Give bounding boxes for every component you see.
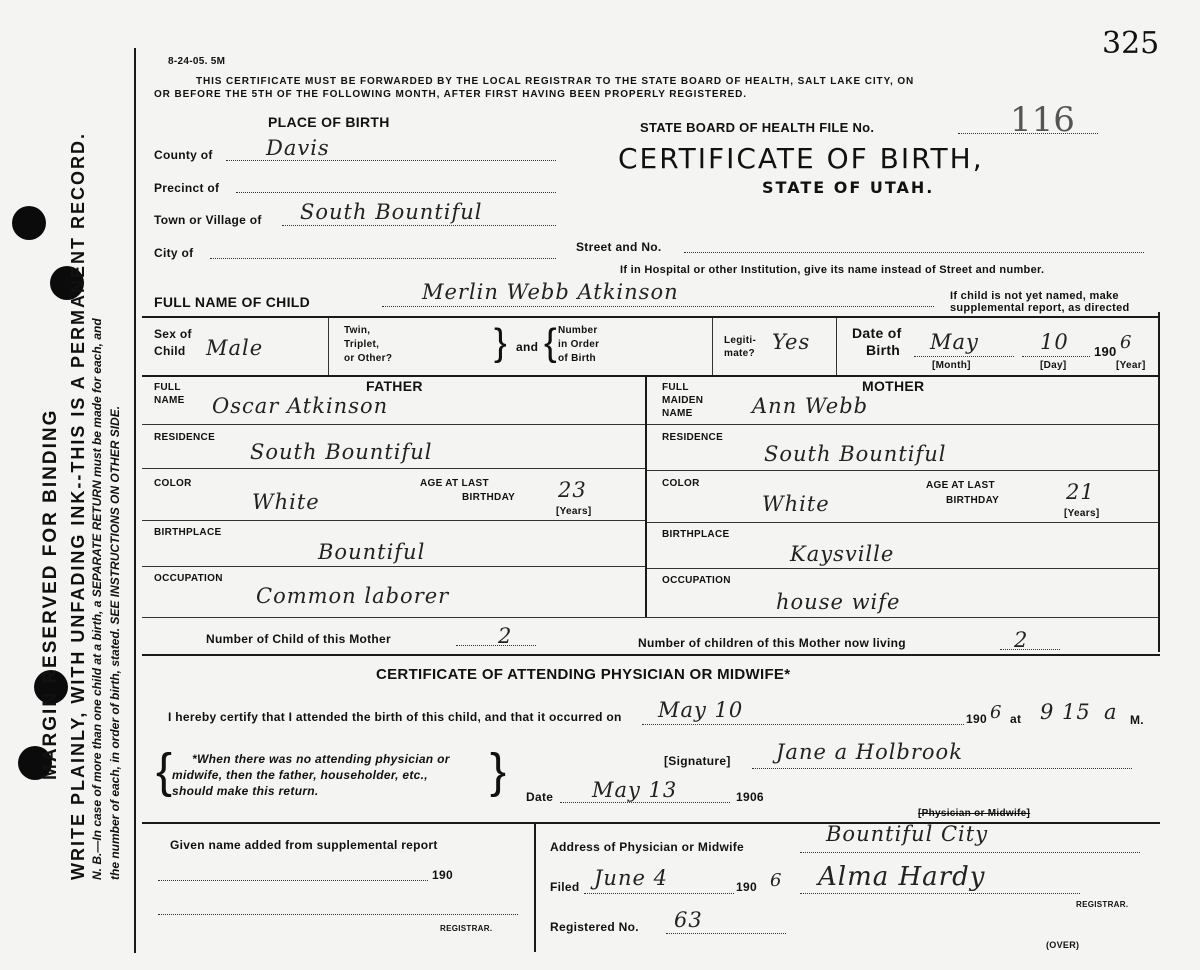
mother-birthplace-label: BIRTHPLACE [662,529,730,540]
mother-heading: MOTHER [862,378,925,394]
father-name-label-2: NAME [154,395,185,406]
order-label-1: Number [558,325,598,336]
date-of-birth-label: Date of [852,325,902,341]
street-label: Street and No. [576,240,662,254]
signed-date-label: Date [526,790,554,804]
certify-text: I hereby certify that I attended the birth of this child, and that it occurred on [168,710,622,724]
father-residence-value: South Bountiful [250,440,433,464]
supplemental-registrar-label: REGISTRAR. [440,924,493,933]
registered-number-value: 63 [674,908,703,932]
certificate-title: CERTIFICATE OF BIRTH, [618,142,984,175]
not-named-note-2: supplemental report, as directed [950,302,1130,314]
legitimate-value: Yes [772,330,811,354]
father-color-label: COLOR [154,478,192,489]
margin-binding-text: MARGIN RESERVED FOR BINDING [40,408,61,780]
and-label: and [516,340,539,354]
filed-year-prefix: 190 [736,880,757,894]
county-label: County of [154,148,213,162]
forwarding-notice-line1: THIS CERTIFICATE MUST BE FORWARDED BY THE LOCAL REGISTRAR TO THE STATE BOARD OF HEALTH, SALT LAKE CITY, ON [196,76,915,87]
occurrence-date-value: May 10 [658,698,744,722]
state-title: STATE OF UTAH. [762,178,935,197]
supplemental-heading: Given name added from supplemental report [170,838,438,852]
father-age-label-2: BIRTHDAY [462,492,516,503]
mother-occupation-label: OCCUPATION [662,575,731,586]
physician-or-midwife-caption: [Physician or Midwife] [918,808,1031,819]
children-living-value: 2 [1014,628,1029,652]
town-value: South Bountiful [300,200,483,224]
father-age-label-1: AGE AT LAST [420,478,489,489]
page-number: 325 [1102,26,1160,61]
form-code: 8-24-05. 5M [168,56,226,67]
registered-number-label: Registered No. [550,920,639,934]
sex-label: Sex of [154,327,192,341]
year-caption: [Year] [1116,360,1146,371]
mother-name-value: Ann Webb [752,394,869,418]
physician-heading: CERTIFICATE OF ATTENDING PHYSICIAN OR MIDWIFE* [376,666,791,683]
binding-hole [12,206,46,240]
father-name-value: Oscar Atkinson [212,394,389,418]
child-name-value: Merlin Webb Atkinson [422,280,679,304]
city-label: City of [154,246,194,260]
form-left-border [134,48,136,953]
brace-icon: } [494,322,507,364]
occurrence-m-label: M. [1130,713,1144,727]
father-name-label-1: FULL [154,382,181,393]
father-occupation-value: Common laborer [256,584,450,608]
brace-icon: } [490,745,507,798]
twin-label-1: Twin, [344,325,371,336]
order-label-2: in Order [558,339,600,350]
filed-date-value: June 4 [594,866,668,890]
mother-birthplace-value: Kaysville [790,542,895,566]
signed-year-value: 1906 [736,790,764,804]
occurrence-year-suffix: 6 [990,702,1003,723]
filed-year-suffix: 6 [770,870,783,891]
father-residence-label: RESIDENCE [154,432,216,443]
place-of-birth-heading: PLACE OF BIRTH [268,114,390,130]
filed-label: Filed [550,880,580,894]
mother-residence-value: South Bountiful [764,442,947,466]
margin-note-2: the number of each, in order of birth, stated. SEE INSTRUCTIONS ON OTHER SIDE. [108,405,122,880]
father-years-caption: [Years] [556,506,592,517]
hospital-note: If in Hospital or other Institution, give its name instead of Street and number. [620,264,1045,276]
file-number: 116 [1010,100,1075,140]
birth-year-suffix: 6 [1120,332,1133,353]
precinct-label: Precinct of [154,181,220,195]
mother-years-caption: [Years] [1064,508,1100,519]
father-age-value: 23 [558,478,587,502]
brace-icon: { [156,745,173,798]
twin-label-2: Triplet, [344,339,380,350]
mother-age-label-2: BIRTHDAY [946,495,1000,506]
signed-date-value: May 13 [592,778,678,802]
no-physician-note-3: should make this return. [172,784,319,798]
child-name-label: FULL NAME OF CHILD [154,294,311,310]
occurrence-at-label: at [1010,712,1022,726]
file-number-label: STATE BOARD OF HEALTH FILE No. [640,120,875,135]
month-caption: [Month] [932,360,971,371]
mother-name-label-3: NAME [662,408,693,419]
address-label: Address of Physician or Midwife [550,840,745,854]
margin-permanent-record-text: WRITE PLAINLY, WITH UNFADING INK--THIS IS A PERMANENT RECORD. [68,131,88,880]
birth-month-value: May [930,330,979,354]
sex-label-2: Child [154,344,186,358]
occurrence-year-prefix: 190 [966,712,987,726]
birth-year-prefix: 190 [1094,344,1117,359]
father-birthplace-value: Bountiful [318,540,426,564]
no-physician-note-2: midwife, then the father, householder, etc., [172,768,428,782]
brace-icon: { [544,322,557,364]
father-color-value: White [252,490,320,514]
mother-age-label-1: AGE AT LAST [926,480,995,491]
mother-color-label: COLOR [662,478,700,489]
form-right-border [1158,312,1160,652]
mother-name-label-1: FULL [662,382,689,393]
father-birthplace-label: BIRTHPLACE [154,527,222,538]
legitimate-label-2: mate? [724,348,755,359]
supplemental-year: 190 [432,868,453,882]
not-named-note-1: If child is not yet named, make [950,290,1119,302]
mother-color-value: White [762,492,830,516]
registrar-label: REGISTRAR. [1076,900,1129,909]
mother-residence-label: RESIDENCE [662,432,724,443]
date-of-birth-label-2: Birth [866,342,901,358]
registrar-signature: Alma Hardy [818,862,986,892]
physician-signature: Jane a Holbrook [776,740,963,764]
occurrence-ampm-value: a [1104,700,1118,724]
signature-label: [Signature] [664,754,731,768]
forwarding-notice-line2: OR BEFORE THE 5TH OF THE FOLLOWING MONTH, AFTER FIRST HAVING BEEN PROPERLY REGISTERED. [154,89,747,100]
town-label: Town or Village of [154,213,262,227]
order-label-3: of Birth [558,353,596,364]
child-number-label: Number of Child of this Mother [206,632,391,646]
children-living-label: Number of children of this Mother now living [638,636,906,650]
mother-occupation-value: house wife [776,590,901,614]
legitimate-label-1: Legiti- [724,335,757,346]
sex-value: Male [206,336,264,360]
no-physician-note-1: *When there was no attending physician or [192,752,450,766]
father-occupation-label: OCCUPATION [154,573,223,584]
over-label: (OVER) [1046,940,1080,950]
child-number-value: 2 [498,624,513,648]
day-caption: [Day] [1040,360,1067,371]
physician-address-value: Bountiful City [826,822,989,846]
mother-age-value: 21 [1066,480,1095,504]
county-value: Davis [266,136,330,160]
father-heading: FATHER [366,378,423,394]
twin-label-3: or Other? [344,353,393,364]
birth-day-value: 10 [1040,330,1069,354]
occurrence-time-value: 9 15 [1040,700,1091,724]
margin-note-1: N. B.—In case of more than one child at a birth, a SEPARATE RETURN must be made for each, and [90,318,104,880]
mother-name-label-2: MAIDEN [662,395,704,406]
